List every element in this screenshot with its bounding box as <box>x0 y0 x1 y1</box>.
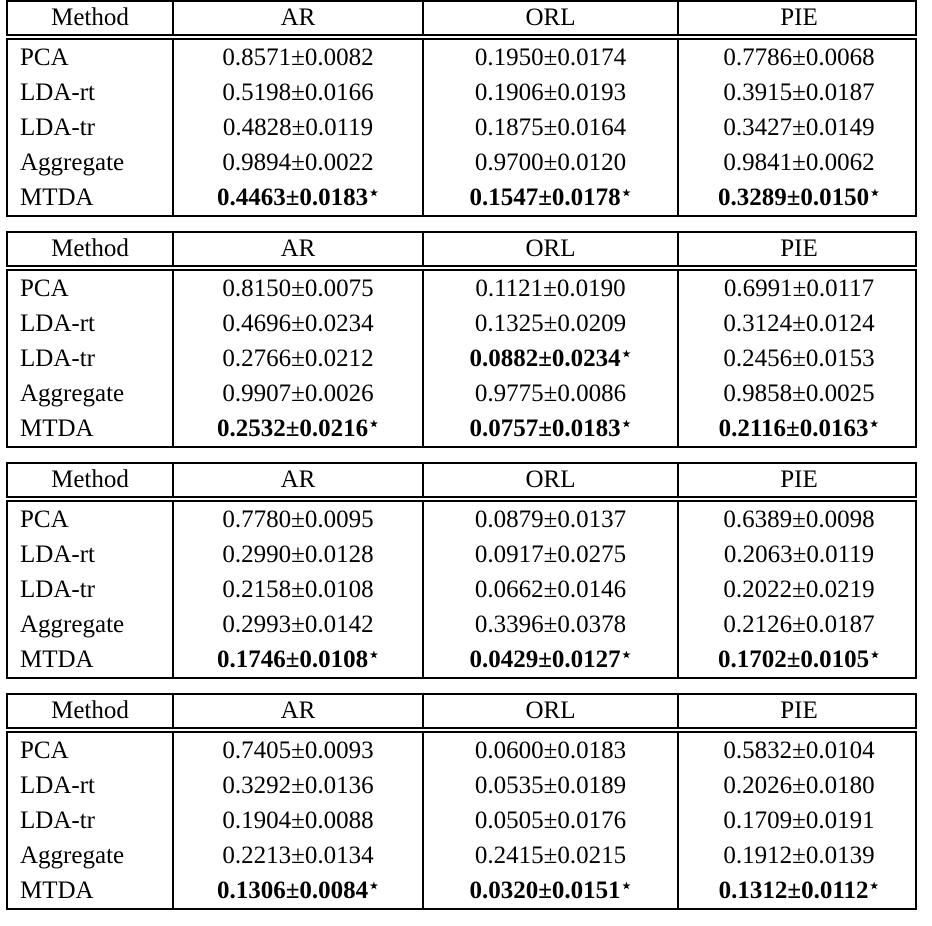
value-cell <box>423 838 678 873</box>
value-cell <box>423 75 678 110</box>
method-name-cell: Aggregate <box>20 842 125 869</box>
value-cell <box>423 537 678 572</box>
value-cell <box>678 838 919 873</box>
table-body-box <box>6 269 917 448</box>
table-row <box>8 733 919 768</box>
value-text: 0.1709±0.0191 <box>723 807 875 834</box>
value-text: 0.8150±0.0075 <box>222 275 374 302</box>
value-text: 0.1325±0.0209 <box>474 310 627 337</box>
value-cell <box>173 180 423 215</box>
value-text: 0.7780±0.0095 <box>222 506 374 533</box>
table-row <box>8 537 919 572</box>
value-text: 0.1312±0.0112 <box>718 877 869 904</box>
table-header-row <box>8 2 919 34</box>
value-cell <box>173 803 423 838</box>
value-cell <box>173 502 423 537</box>
table-header-box <box>6 0 917 36</box>
method-name-cell: MTDA <box>20 415 94 442</box>
value-text: 0.6991±0.0117 <box>723 275 875 302</box>
significance-star-icon: ⋆ <box>869 875 880 895</box>
value-text: 0.1547±0.0178 <box>469 184 621 211</box>
table-row <box>8 145 919 180</box>
column-header-pie: PIE <box>678 695 919 727</box>
value-cell <box>678 40 919 75</box>
value-cell <box>678 271 919 306</box>
method-name-cell: MTDA <box>20 184 94 211</box>
value-cell <box>173 411 423 446</box>
value-cell <box>423 607 678 642</box>
method-name-cell: LDA-rt <box>20 310 95 337</box>
value-text: 0.0429±0.0127 <box>469 646 621 673</box>
value-text: 0.1912±0.0139 <box>723 842 875 869</box>
table-row <box>8 572 919 607</box>
value-text: 0.9700±0.0120 <box>474 149 627 176</box>
value-cell <box>423 376 678 411</box>
table-body-box <box>6 731 917 910</box>
method-name-cell: Aggregate <box>20 149 125 176</box>
value-text: 0.1906±0.0193 <box>474 79 627 106</box>
value-text: 0.1306±0.0084 <box>216 877 369 904</box>
value-cell <box>423 180 678 215</box>
value-cell <box>678 376 919 411</box>
table-row <box>8 180 919 215</box>
method-name-cell: LDA-tr <box>20 576 95 603</box>
table-row <box>8 306 919 341</box>
value-cell <box>678 873 919 908</box>
significance-star-icon: ⋆ <box>368 182 380 202</box>
significance-star-icon: ⋆ <box>368 875 380 895</box>
significance-star-icon: ⋆ <box>869 413 880 433</box>
value-text: 0.0879±0.0137 <box>474 506 627 533</box>
value-text: 0.9907±0.0026 <box>222 380 374 407</box>
value-cell <box>173 341 423 376</box>
significance-star-icon: ⋆ <box>621 343 632 363</box>
significance-star-icon: ⋆ <box>368 644 380 664</box>
value-cell <box>173 40 423 75</box>
value-cell <box>423 341 678 376</box>
table-row <box>8 873 919 908</box>
value-cell <box>678 607 919 642</box>
significance-star-icon: ⋆ <box>621 413 632 433</box>
value-cell <box>423 110 678 145</box>
value-text: 0.8571±0.0082 <box>222 44 374 71</box>
column-header-pie: PIE <box>678 233 919 265</box>
table-header-row <box>8 695 919 727</box>
value-text: 0.7405±0.0093 <box>222 737 374 764</box>
value-cell <box>678 306 919 341</box>
value-cell <box>423 873 678 908</box>
value-text: 0.2456±0.0153 <box>723 345 875 372</box>
value-text: 0.5832±0.0104 <box>723 737 875 764</box>
table-header-box <box>6 231 917 267</box>
column-header-orl: ORL <box>423 2 678 34</box>
value-cell <box>173 271 423 306</box>
significance-star-icon: ⋆ <box>869 182 881 202</box>
column-header-orl: ORL <box>423 464 678 496</box>
column-header-method: Method <box>51 697 129 724</box>
table-header-row <box>8 233 919 265</box>
table-row <box>8 411 919 446</box>
table-row <box>8 40 919 75</box>
value-text: 0.2213±0.0134 <box>222 842 374 869</box>
table-row <box>8 376 919 411</box>
value-text: 0.3915±0.0187 <box>723 79 875 106</box>
value-cell <box>423 145 678 180</box>
value-text: 0.1702±0.0105 <box>717 646 870 673</box>
results-table-2 <box>6 231 917 448</box>
value-text: 0.2415±0.0215 <box>474 842 627 869</box>
value-cell <box>173 768 423 803</box>
method-name-cell: PCA <box>20 275 69 302</box>
value-text: 0.0535±0.0189 <box>474 772 627 799</box>
value-text: 0.1746±0.0108 <box>216 646 369 673</box>
value-cell <box>423 271 678 306</box>
value-text: 0.0882±0.0234 <box>469 345 621 372</box>
table-row <box>8 110 919 145</box>
value-cell <box>173 537 423 572</box>
method-name-cell: PCA <box>20 44 69 71</box>
value-text: 0.1875±0.0164 <box>474 114 627 141</box>
method-name-cell: MTDA <box>20 646 94 673</box>
method-name-cell: PCA <box>20 506 69 533</box>
method-name-cell: LDA-rt <box>20 79 95 106</box>
value-cell <box>678 502 919 537</box>
value-cell <box>678 537 919 572</box>
value-cell <box>173 376 423 411</box>
value-cell <box>423 733 678 768</box>
value-text: 0.1121±0.0190 <box>475 275 626 302</box>
value-text: 0.2063±0.0119 <box>723 541 875 568</box>
method-name-cell: LDA-tr <box>20 345 95 372</box>
value-text: 0.9775±0.0086 <box>474 380 627 407</box>
method-name-cell: LDA-tr <box>20 114 95 141</box>
table-row <box>8 607 919 642</box>
value-text: 0.2126±0.0187 <box>723 611 875 638</box>
value-cell <box>678 180 919 215</box>
value-cell <box>678 75 919 110</box>
value-cell <box>173 145 423 180</box>
value-cell <box>678 803 919 838</box>
column-header-ar: AR <box>173 695 423 727</box>
value-cell <box>423 502 678 537</box>
value-text: 0.2116±0.0163 <box>718 415 869 442</box>
table-row <box>8 502 919 537</box>
value-cell <box>678 411 919 446</box>
value-text: 0.9894±0.0022 <box>222 149 374 176</box>
table-row <box>8 838 919 873</box>
value-text: 0.3427±0.0149 <box>723 114 875 141</box>
method-name-cell: Aggregate <box>20 611 125 638</box>
results-table-1 <box>6 0 917 217</box>
method-name-cell: LDA-rt <box>20 541 95 568</box>
value-text: 0.0757±0.0183 <box>469 415 621 442</box>
method-name-cell: Aggregate <box>20 380 125 407</box>
table-row <box>8 803 919 838</box>
value-text: 0.2993±0.0142 <box>222 611 374 638</box>
significance-star-icon: ⋆ <box>869 644 881 664</box>
column-header-orl: ORL <box>423 695 678 727</box>
value-text: 0.1950±0.0174 <box>474 44 627 71</box>
significance-star-icon: ⋆ <box>621 182 632 202</box>
significance-star-icon: ⋆ <box>621 644 632 664</box>
value-cell <box>423 411 678 446</box>
value-text: 0.3124±0.0124 <box>723 310 875 337</box>
value-text: 0.7786±0.0068 <box>723 44 875 71</box>
value-text: 0.0662±0.0146 <box>474 576 627 603</box>
value-cell <box>423 768 678 803</box>
column-header-pie: PIE <box>678 2 919 34</box>
value-text: 0.0320±0.0151 <box>469 877 621 904</box>
method-name-cell: LDA-tr <box>20 807 95 834</box>
value-cell <box>678 768 919 803</box>
significance-star-icon: ⋆ <box>368 413 380 433</box>
value-cell <box>678 145 919 180</box>
value-cell <box>173 873 423 908</box>
value-text: 0.2766±0.0212 <box>222 345 374 372</box>
table-body-box <box>6 500 917 679</box>
value-cell <box>678 110 919 145</box>
value-text: 0.3289±0.0150 <box>717 184 870 211</box>
value-text: 0.9841±0.0062 <box>723 149 875 176</box>
value-text: 0.3396±0.0378 <box>474 611 627 638</box>
table-header-box <box>6 462 917 498</box>
method-name-cell: PCA <box>20 737 69 764</box>
value-cell <box>173 110 423 145</box>
significance-star-icon: ⋆ <box>621 875 632 895</box>
value-cell <box>173 838 423 873</box>
table-row <box>8 75 919 110</box>
value-cell <box>423 306 678 341</box>
value-text: 0.3292±0.0136 <box>222 772 374 799</box>
value-cell <box>173 75 423 110</box>
table-header-row <box>8 464 919 496</box>
column-header-pie: PIE <box>678 464 919 496</box>
table-header-box <box>6 693 917 729</box>
value-cell <box>678 733 919 768</box>
column-header-method: Method <box>51 4 129 31</box>
table-row <box>8 642 919 677</box>
value-cell <box>678 572 919 607</box>
value-text: 0.4696±0.0234 <box>222 310 374 337</box>
value-cell <box>423 572 678 607</box>
value-text: 0.0505±0.0176 <box>474 807 627 834</box>
value-text: 0.0917±0.0275 <box>474 541 627 568</box>
value-text: 0.1904±0.0088 <box>222 807 374 834</box>
value-text: 0.0600±0.0183 <box>474 737 627 764</box>
table-row <box>8 341 919 376</box>
value-text: 0.6389±0.0098 <box>723 506 875 533</box>
value-text: 0.2022±0.0219 <box>723 576 875 603</box>
value-cell <box>173 572 423 607</box>
method-name-cell: LDA-rt <box>20 772 95 799</box>
value-text: 0.9858±0.0025 <box>723 380 875 407</box>
value-cell <box>173 733 423 768</box>
table-row <box>8 271 919 306</box>
results-table-4 <box>6 693 917 910</box>
results-table-3 <box>6 462 917 679</box>
value-text: 0.4463±0.0183 <box>216 184 369 211</box>
column-header-orl: ORL <box>423 233 678 265</box>
table-body-box <box>6 38 917 217</box>
value-text: 0.5198±0.0166 <box>222 79 374 106</box>
value-text: 0.2026±0.0180 <box>723 772 875 799</box>
column-header-ar: AR <box>173 2 423 34</box>
value-cell <box>173 642 423 677</box>
value-text: 0.4828±0.0119 <box>222 114 374 141</box>
value-cell <box>173 607 423 642</box>
column-header-method: Method <box>51 235 129 262</box>
value-cell <box>423 803 678 838</box>
column-header-ar: AR <box>173 464 423 496</box>
value-cell <box>678 642 919 677</box>
value-text: 0.2532±0.0216 <box>216 415 369 442</box>
column-header-method: Method <box>51 466 129 493</box>
value-cell <box>423 642 678 677</box>
value-text: 0.2990±0.0128 <box>222 541 374 568</box>
value-cell <box>423 40 678 75</box>
value-text: 0.2158±0.0108 <box>222 576 374 603</box>
tables-container <box>6 0 926 910</box>
value-cell <box>678 341 919 376</box>
value-cell <box>173 306 423 341</box>
table-row <box>8 768 919 803</box>
method-name-cell: MTDA <box>20 877 94 904</box>
column-header-ar: AR <box>173 233 423 265</box>
